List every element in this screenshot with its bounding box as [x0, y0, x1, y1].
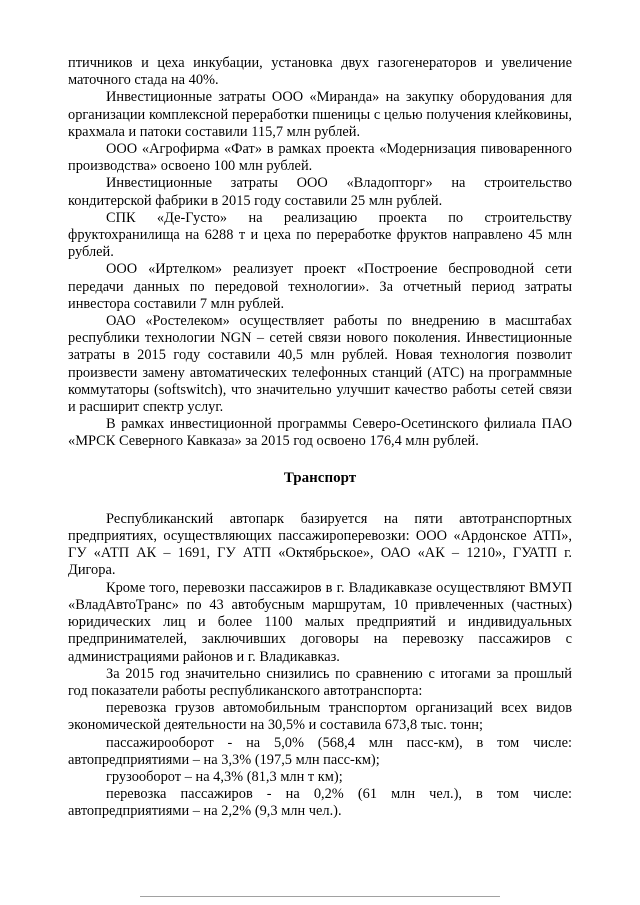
section-heading-transport: Транспорт [283, 469, 357, 486]
paragraph-poultry-continuation: птичников и цеха инкубации, установка двух газогенераторов и увеличение маточного стада на 40%. [68, 55, 572, 89]
paragraph-passenger-transport: перевозка пассажиров - на 0,2% (61 млн чел.), в том числе: автопредприятиями – на 2,2% (9,3 млн чел.). [68, 786, 572, 820]
paragraph-passenger-turnover: пассажирооборот - на 5,0% (568,4 млн пасс-км), в том числе: автопредприятиями – на 3,3% (197,5 млн пасс-км); [68, 734, 572, 768]
paragraph-freight-turnover: грузооборот – на 4,3% (81,3 млн т км); [106, 768, 343, 785]
paragraph-cargo-transport: перевозка грузов автомобильным транспортом организаций всех видов экономической деятельности на 30,5% и составила 673,8 тыс. тонн; [68, 700, 572, 734]
paragraph-agrofirma-fat: ООО «Агрофирма «Фат» в рамках проекта «Модернизация пивоваренного производства» освоено 100 млн рублей. [68, 141, 572, 175]
paragraph-decline-intro: За 2015 год значительно снизились по сравнению с итогами за прошлый год показатели работы республиканского автотранспорта: [68, 665, 572, 699]
paragraph-miranda: Инвестиционные затраты ООО «Миранда» на закупку оборудования для организации комплексной переработки пшеницы с целью получения клейковины, крахмала и патоки составили 115,7 млн рублей. [68, 89, 572, 140]
paragraph-vladikavkaz-transport: Кроме того, перевозки пассажиров в г. Владикавказе осуществляют ВМУП «ВладАвтоТранс» по 43 автобусным маршрутам, 10 привлеченных (частных) юридических лиц и более 1100 малых предприятий и индивидуальных предпринимателей, заключивших договоры на перевозку пассажиров с администрациями районов и г. Владикавказ. [68, 579, 572, 665]
document-body [68, 55, 572, 821]
paragraph-vladoptorg: Инвестиционные затраты ООО «Владопторг» на строительство кондитерской фабрики в 2015 году составили 25 млн рублей. [68, 175, 572, 209]
paragraph-irtelkom: ООО «Иртелком» реализует проект «Построение беспроводной сети передачи данных по передовой технологии». За отчетный период затраты инвестора составили 7 млн рублей. [68, 261, 572, 312]
paragraph-autopark: Республиканский автопарк базируется на пяти автотранспортных предприятиях, осуществляющих пассажироперевозки: ООО «Ардонское АТП», ГУ «АТП АК – 1691, ГУ АТП «Октябрьское», ОАО «АК – 1210», ГУАТП г. Дигора. [68, 510, 572, 579]
paragraph-mrsk: В рамках инвестиционной программы Северо-Осетинского филиала ПАО «МРСК Северного Кавказа» за 2015 год освоено 176,4 млн рублей. [68, 416, 572, 450]
scan-edge-line [140, 896, 500, 897]
paragraph-de-gusto: СПК «Де-Густо» на реализацию проекта по строительству фруктохранилища на 6288 т и цеха по переработке фруктов направлено 45 млн рублей. [68, 209, 572, 261]
paragraph-rostelecom: ОАО «Ростелеком» осуществляет работы по внедрению в масштабах республики технологии NGN – сетей связи нового поколения. Инвестиционные затраты в 2015 году составили 40,5 млн рублей. Новая технология позволит произвести замену автоматических телефонных станций (АТС) на программные коммутаторы (softswitch), что значительно улучшит качество работы сетей связи и расширит спектр услуг. [68, 313, 572, 416]
